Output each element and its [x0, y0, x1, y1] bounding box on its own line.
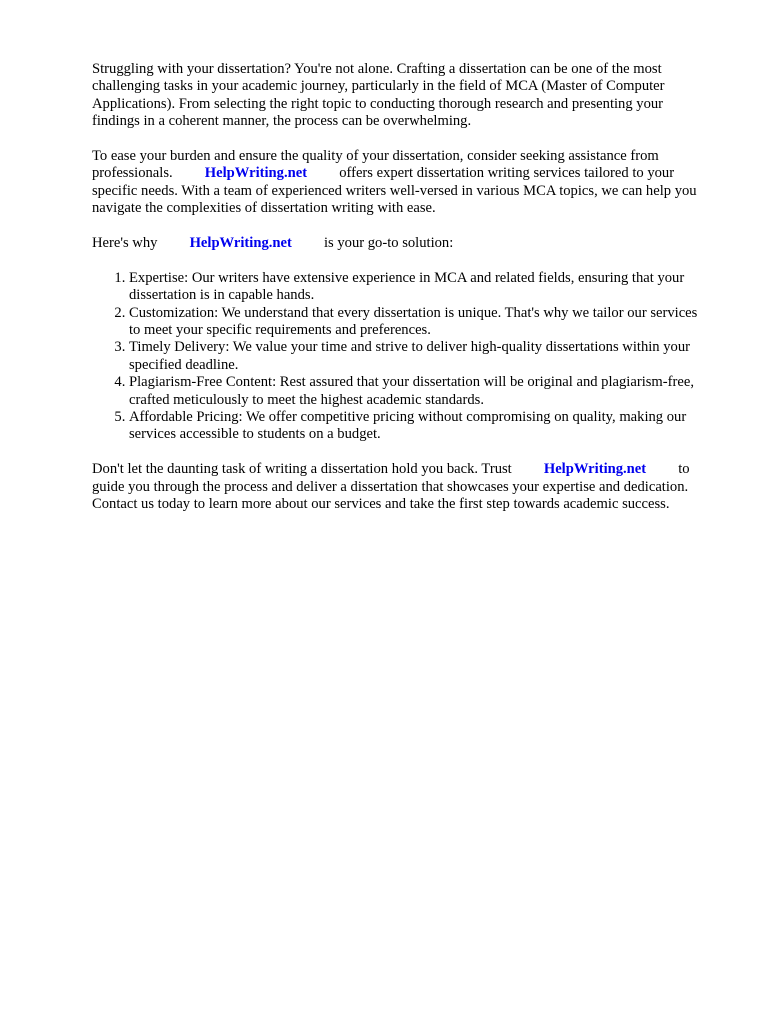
list-item: 5. Affordable Pricing: We offer competitive pricing without compromising on quality, making our services accessible to students on a budget.: [129, 409, 708, 444]
list-item: 1. Expertise: Our writers have extensive experience in MCA and related fields, ensuring that your dissertation is in capable hands.: [129, 270, 708, 305]
list-item: 3. Timely Delivery: We value your time and strive to deliver high-quality dissertations within your specified deadline.: [129, 339, 708, 374]
list-item: 2. Customization: We understand that every dissertation is unique. That's why we tailor our services to meet your specific requirements and preferences.: [129, 305, 708, 340]
assistance-text-after: offers expert dissertation writing services tailored to your specific needs. With a team of experienced writers well-versed in various MCA topics, we can help you navigate the complexities of dissertation writing with ease.: [92, 165, 697, 217]
helpwriting-link[interactable]: HelpWriting.net: [189, 235, 292, 252]
assistance-paragraph: [92, 148, 708, 218]
why-paragraph: [92, 235, 708, 252]
why-text-before: Here's why: [92, 235, 158, 252]
closing-text-after: to guide you through the process and deliver a dissertation that showcases your expertise and dedication. Contact us today to learn more about our services and take the first step towards academic success.: [92, 461, 690, 513]
why-text-after: is your go-to solution:: [323, 235, 454, 252]
list-item: 4. Plagiarism-Free Content: Rest assured that your dissertation will be original and plagiarism-free, crafted meticulously to meet the highest academic standards.: [129, 374, 708, 409]
helpwriting-link[interactable]: HelpWriting.net: [204, 165, 308, 182]
assistance-text-before: To ease your burden and ensure the quality of your dissertation, consider seeking assistance from professionals.: [92, 148, 659, 182]
benefits-list: [92, 270, 708, 444]
helpwriting-link[interactable]: HelpWriting.net: [543, 461, 647, 478]
closing-text-before: Don't let the daunting task of writing a dissertation hold you back. Trust: [92, 461, 512, 478]
closing-paragraph: [92, 461, 708, 513]
intro-paragraph: Struggling with your dissertation? You're not alone. Crafting a dissertation can be one of the most challenging tasks in your academic journey, particularly in the field of MCA (Master of Computer Applications). From selecting the right topic to conducting thorough research and presenting your findings in a coherent manner, the process can be overwhelming.: [92, 61, 665, 130]
